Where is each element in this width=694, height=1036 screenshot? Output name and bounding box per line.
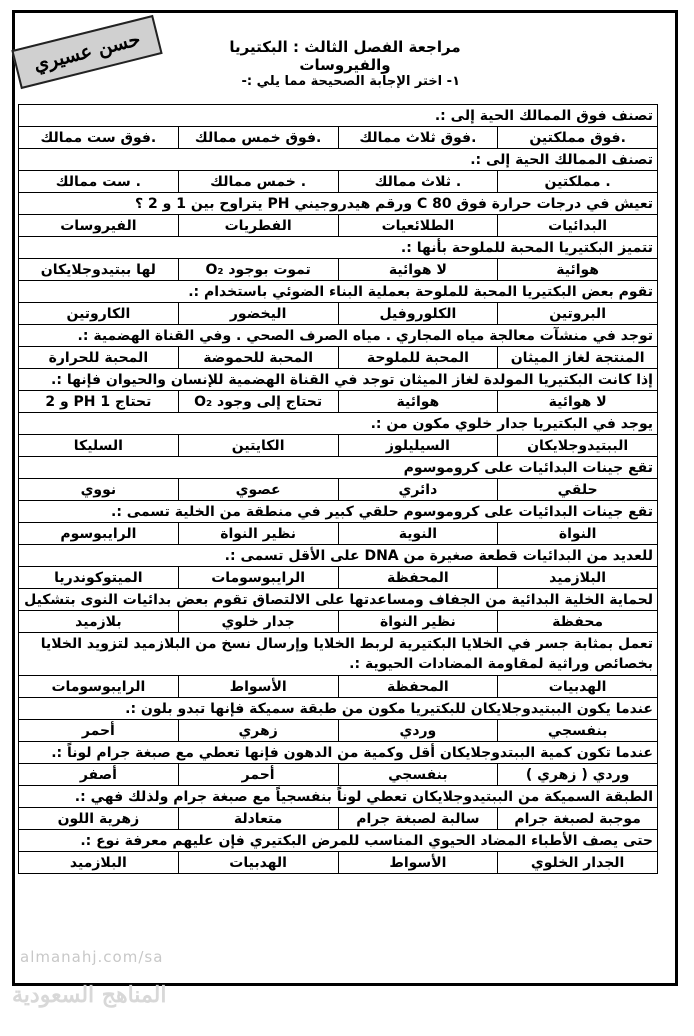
answer-option[interactable]: جدار خلوي — [178, 611, 338, 633]
answer-option[interactable]: الرايبوسومات — [178, 567, 338, 589]
answer-option[interactable]: المحفظة — [338, 676, 498, 698]
answer-option[interactable]: نظير النواة — [178, 523, 338, 545]
answer-option[interactable]: النواة — [498, 523, 658, 545]
question-stem: تقع جينات البدائيات على كروموسوم — [19, 457, 658, 479]
question-stem: الطبقة السميكة من الببتيدوجلايكان تعطي لوناً بنفسجياً مع صبغة جرام ولذلك فهي :. — [19, 786, 658, 808]
watermark-url: almanahj.com/sa — [20, 948, 164, 966]
answer-option[interactable]: اليخضور — [178, 303, 338, 325]
answer-option[interactable]: المحبة للحموضة — [178, 347, 338, 369]
options-row — [19, 523, 658, 545]
answer-option[interactable]: محفظة — [498, 611, 658, 633]
questions-table — [18, 104, 658, 874]
options-row — [19, 127, 658, 149]
answer-option[interactable]: البدائيات — [498, 215, 658, 237]
answer-option[interactable]: .فوق خمس ممالك — [178, 127, 338, 149]
answer-option[interactable]: .فوق ست ممالك — [19, 127, 179, 149]
answer-option[interactable]: متعادلة — [178, 808, 338, 830]
question-row — [19, 369, 658, 391]
answer-option[interactable]: الميتوكوندريا — [19, 567, 179, 589]
question-stem: لحماية الخلية البدائية من الجفاف ومساعدتها على الالتصاق تقوم بعض بدائيات النوى بتشكيل — [19, 589, 658, 611]
question-row — [19, 413, 658, 435]
question-stem: يوجد في البكتيريا جدار خلوي مكون من :. — [19, 413, 658, 435]
question-row — [19, 742, 658, 764]
answer-option[interactable]: وردي ( زهري ) — [498, 764, 658, 786]
answer-option[interactable]: الأسواط — [338, 852, 498, 874]
answer-option[interactable]: . ست ممالك — [19, 171, 179, 193]
question-row — [19, 325, 658, 347]
answer-option[interactable]: الرايبوسومات — [19, 676, 179, 698]
answer-option[interactable]: السليكا — [19, 435, 179, 457]
answer-option[interactable]: الهدبيات — [178, 852, 338, 874]
question-stem: تقوم بعض البكتيريا المحبة للملوحة بعملية البناء الضوئي باستخدام :. — [19, 281, 658, 303]
question-stem: عندما تكون كمية الببتدوجلايكان أقل وكمية من الدهون فإنها تعطي مع صبغة جرام لوناً :. — [19, 742, 658, 764]
question-row — [19, 105, 658, 127]
options-row — [19, 171, 658, 193]
answer-option[interactable]: .فوق ثلاث ممالك — [338, 127, 498, 149]
question-row — [19, 457, 658, 479]
author-name: حسن عسيري — [31, 28, 143, 76]
question-stem: عندما يكون الببتيدوجلايكان للبكتيريا مكون من طبقة سميكة فإنها تبدو بلون :. — [19, 698, 658, 720]
options-row — [19, 391, 658, 413]
options-row — [19, 435, 658, 457]
answer-option[interactable]: موجبة لصبغة جرام — [498, 808, 658, 830]
question-row — [19, 237, 658, 259]
answer-option[interactable]: النوية — [338, 523, 498, 545]
answer-option[interactable]: الكايتين — [178, 435, 338, 457]
answer-option[interactable]: تحتاج PH 1 و 2 — [19, 391, 179, 413]
question-row — [19, 501, 658, 523]
answer-option[interactable]: نظير النواة — [338, 611, 498, 633]
question-row — [19, 786, 658, 808]
options-row — [19, 764, 658, 786]
question-stem: تصنف فوق الممالك الحية إلى :. — [19, 105, 658, 127]
answer-option[interactable]: تموت بوجود O₂ — [178, 259, 338, 281]
options-row — [19, 852, 658, 874]
question-row — [19, 830, 658, 852]
question-row — [19, 589, 658, 611]
answer-option[interactable]: البلازميد — [19, 852, 179, 874]
answer-option[interactable]: لا هوائية — [338, 259, 498, 281]
options-row — [19, 611, 658, 633]
question-stem: تتميز البكتيريا المحبة للملوحة بأنها :. — [19, 237, 658, 259]
answer-option[interactable]: عصوي — [178, 479, 338, 501]
answer-option[interactable]: أحمر — [19, 720, 179, 742]
answer-option[interactable]: هوائية — [498, 259, 658, 281]
question-row — [19, 698, 658, 720]
options-row — [19, 676, 658, 698]
answer-option[interactable]: الكاروتين — [19, 303, 179, 325]
answer-option[interactable]: الأسواط — [178, 676, 338, 698]
options-row — [19, 479, 658, 501]
answer-option[interactable]: بنفسجي — [338, 764, 498, 786]
question-stem: تعيش في درجات حرارة فوق 80 C ورقم هيدروجيني PH يتراوح بين 1 و 2 ؟ — [19, 193, 658, 215]
question-stem: توجد في منشآت معالجة مياه المجاري . مياه الصرف الصحي . وفي القناة الهضمية :. — [19, 325, 658, 347]
options-row — [19, 259, 658, 281]
answer-option[interactable]: الطلائعيات — [338, 215, 498, 237]
answer-option[interactable]: هوائية — [338, 391, 498, 413]
answer-option[interactable]: البلازميد — [498, 567, 658, 589]
answer-option[interactable]: . خمس ممالك — [178, 171, 338, 193]
question-stem: تعمل بمثابة جسر في الخلايا البكتيرية لربط الخلايا وإرسال نسخ من البلازميد لتزويد الخلايا بخصائص وراثية لمقاومة المضادات الحيوية :. — [19, 633, 658, 676]
answer-option[interactable]: لا هوائية — [498, 391, 658, 413]
answer-option[interactable]: زهرية اللون — [19, 808, 179, 830]
options-row — [19, 567, 658, 589]
options-row — [19, 808, 658, 830]
answer-option[interactable]: أحمر — [178, 764, 338, 786]
question-row — [19, 545, 658, 567]
answer-option[interactable]: المنتجة لغاز الميثان — [498, 347, 658, 369]
options-row — [19, 347, 658, 369]
answer-option[interactable]: بنفسجي — [498, 720, 658, 742]
question-stem: للعديد من البدائيات قطعة صغيرة من DNA على الأقل تسمى :. — [19, 545, 658, 567]
answer-option[interactable]: الهدبيات — [498, 676, 658, 698]
question-stem: تقع جينات البدائيات على كروموسوم حلقي كبير في منطقة من الخلية تسمى :. — [19, 501, 658, 523]
question-row — [19, 149, 658, 171]
answer-option[interactable]: الفطريات — [178, 215, 338, 237]
answer-option[interactable]: المحبة للحرارة — [19, 347, 179, 369]
answer-option[interactable]: زهري — [178, 720, 338, 742]
options-row — [19, 215, 658, 237]
answer-option[interactable]: سالبة لصبغة جرام — [338, 808, 498, 830]
answer-option[interactable]: المحبة للملوحة — [338, 347, 498, 369]
question-row — [19, 193, 658, 215]
answer-option[interactable]: الجدار الخلوي — [498, 852, 658, 874]
instruction: ١- اختر الإجابة الصحيحة مما يلي :- — [241, 74, 460, 89]
answer-option[interactable]: دائري — [338, 479, 498, 501]
answer-option[interactable]: بلازميد — [19, 611, 179, 633]
answer-option[interactable]: نووي — [19, 479, 179, 501]
answer-option[interactable]: السيليلوز — [338, 435, 498, 457]
options-row — [19, 720, 658, 742]
answer-option[interactable]: أصفر — [19, 764, 179, 786]
answer-option[interactable]: لها ببتيدوجلايكان — [19, 259, 179, 281]
answer-option[interactable]: البروتين — [498, 303, 658, 325]
question-stem: إذا كانت البكتيريا المولدة لغاز الميثان توجد في القناة الهضمية للإنسان والحيوان فإنها :. — [19, 369, 658, 391]
question-stem: تصنف الممالك الحية إلى :. — [19, 149, 658, 171]
answer-option[interactable]: الفيروسات — [19, 215, 179, 237]
options-row — [19, 303, 658, 325]
answer-option[interactable]: وردي — [338, 720, 498, 742]
answer-option[interactable]: .فوق مملكتين — [498, 127, 658, 149]
answer-option[interactable]: . ثلاث ممالك — [338, 171, 498, 193]
question-stem: حتى يصف الأطباء المضاد الحيوي المناسب للمرض البكتيري فإن عليهم معرفة نوع :. — [19, 830, 658, 852]
answer-option[interactable]: الكلوروفيل — [338, 303, 498, 325]
answer-option[interactable]: المحفظة — [338, 567, 498, 589]
page-title: مراجعة الفصل الثالث : البكتيريا والفيروسات — [229, 38, 461, 74]
question-row — [19, 281, 658, 303]
watermark-brand: المناهج السعودية — [12, 982, 167, 1008]
answer-option[interactable]: حلقي — [498, 479, 658, 501]
question-row — [19, 633, 658, 676]
answer-option[interactable]: الرايبوسوم — [19, 523, 179, 545]
answer-option[interactable]: تحتاج إلى وجود O₂ — [178, 391, 338, 413]
answer-option[interactable]: . مملكتين — [498, 171, 658, 193]
answer-option[interactable]: الببتيدوجلايكان — [498, 435, 658, 457]
